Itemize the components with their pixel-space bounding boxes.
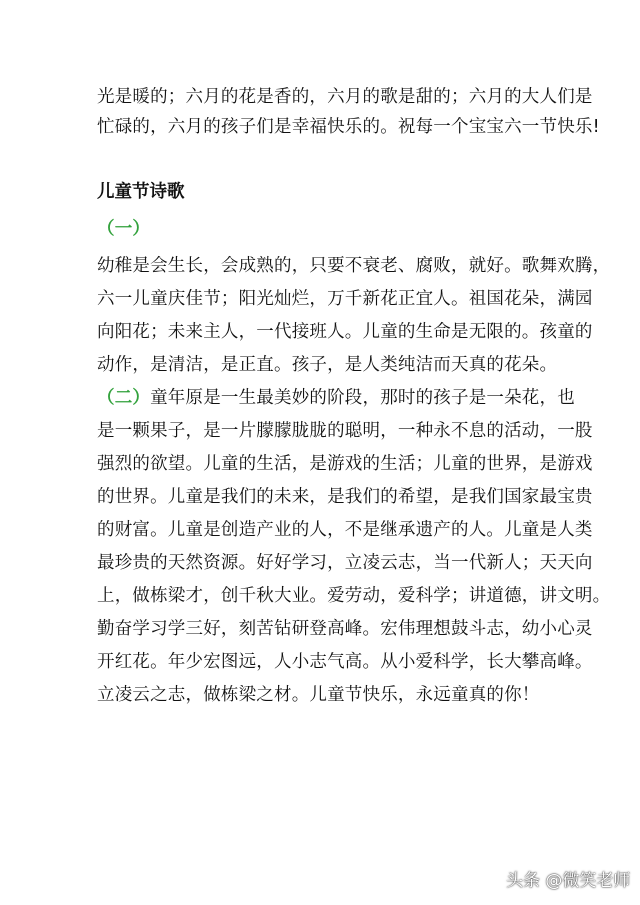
poem-2-line: 强烈的欲望。儿童的生活，是游戏的生活；儿童的世界，是游戏 — [97, 454, 593, 474]
poem-2-marker: （二） — [97, 388, 151, 408]
poem-1-line: 幼稚是会生长，会成熟的，只要不衰老、腐败，就好。歌舞欢腾， — [97, 256, 611, 276]
intro-line-2: 忙碌的，六月的孩子们是幸福快乐的。祝每一个宝宝六一节快乐! — [97, 117, 600, 137]
poem-1-line: 动作，是清洁，是正直。孩子，是人类纯洁而天真的花朵。 — [97, 355, 558, 375]
poem-2-line: 上，做栋梁才，创千秋大业。爱劳动，爱科学；讲道德，讲文明。 — [97, 586, 611, 606]
poem-2-line: 最珍贵的天然资源。好好学习，立凌云志，当一代新人；天天向 — [97, 553, 593, 573]
poem-2-line: 立凌云之志，做栋梁之材。儿童节快乐，永远童真的你！ — [97, 685, 540, 705]
poem-1-line: 向阳花；未来主人，一代接班人。儿童的生命是无限的。孩童的 — [97, 322, 593, 342]
poem-1-line: 六一儿童庆佳节；阳光灿烂，万千新花正宜人。祖国花朵，满园 — [97, 289, 593, 309]
poem-2-line: 的财富。儿童是创造产业的人，不是继承遗产的人。儿童是人类 — [97, 520, 593, 540]
section-title: 儿童节诗歌 — [97, 182, 185, 202]
poem-2-line: 开红花。年少宏图远，人小志气高。从小爱科学，长大攀高峰。 — [97, 652, 593, 672]
intro-line-1: 光是暖的；六月的花是香的，六月的歌是甜的；六月的大人们是 — [97, 87, 593, 107]
poem-1-marker: （一） — [97, 219, 151, 239]
poem-2-line: 的世界。儿童是我们的未来，是我们的希望，是我们国家最宝贵 — [97, 487, 593, 507]
poem-2-first-line-text: 童年原是一生最美妙的阶段，那时的孩子是一朵花，也 — [150, 388, 575, 408]
poem-2-first-line — [97, 386, 575, 410]
source-watermark: 头条 @微笑老师 — [506, 871, 631, 891]
poem-2-line: 是一颗果子，是一片朦朦胧胧的聪明，一种永不息的活动，一股 — [97, 421, 593, 441]
poem-2-line: 勤奋学习学三好，刻苦钻研登高峰。宏伟理想鼓斗志，幼小心灵 — [97, 619, 593, 639]
